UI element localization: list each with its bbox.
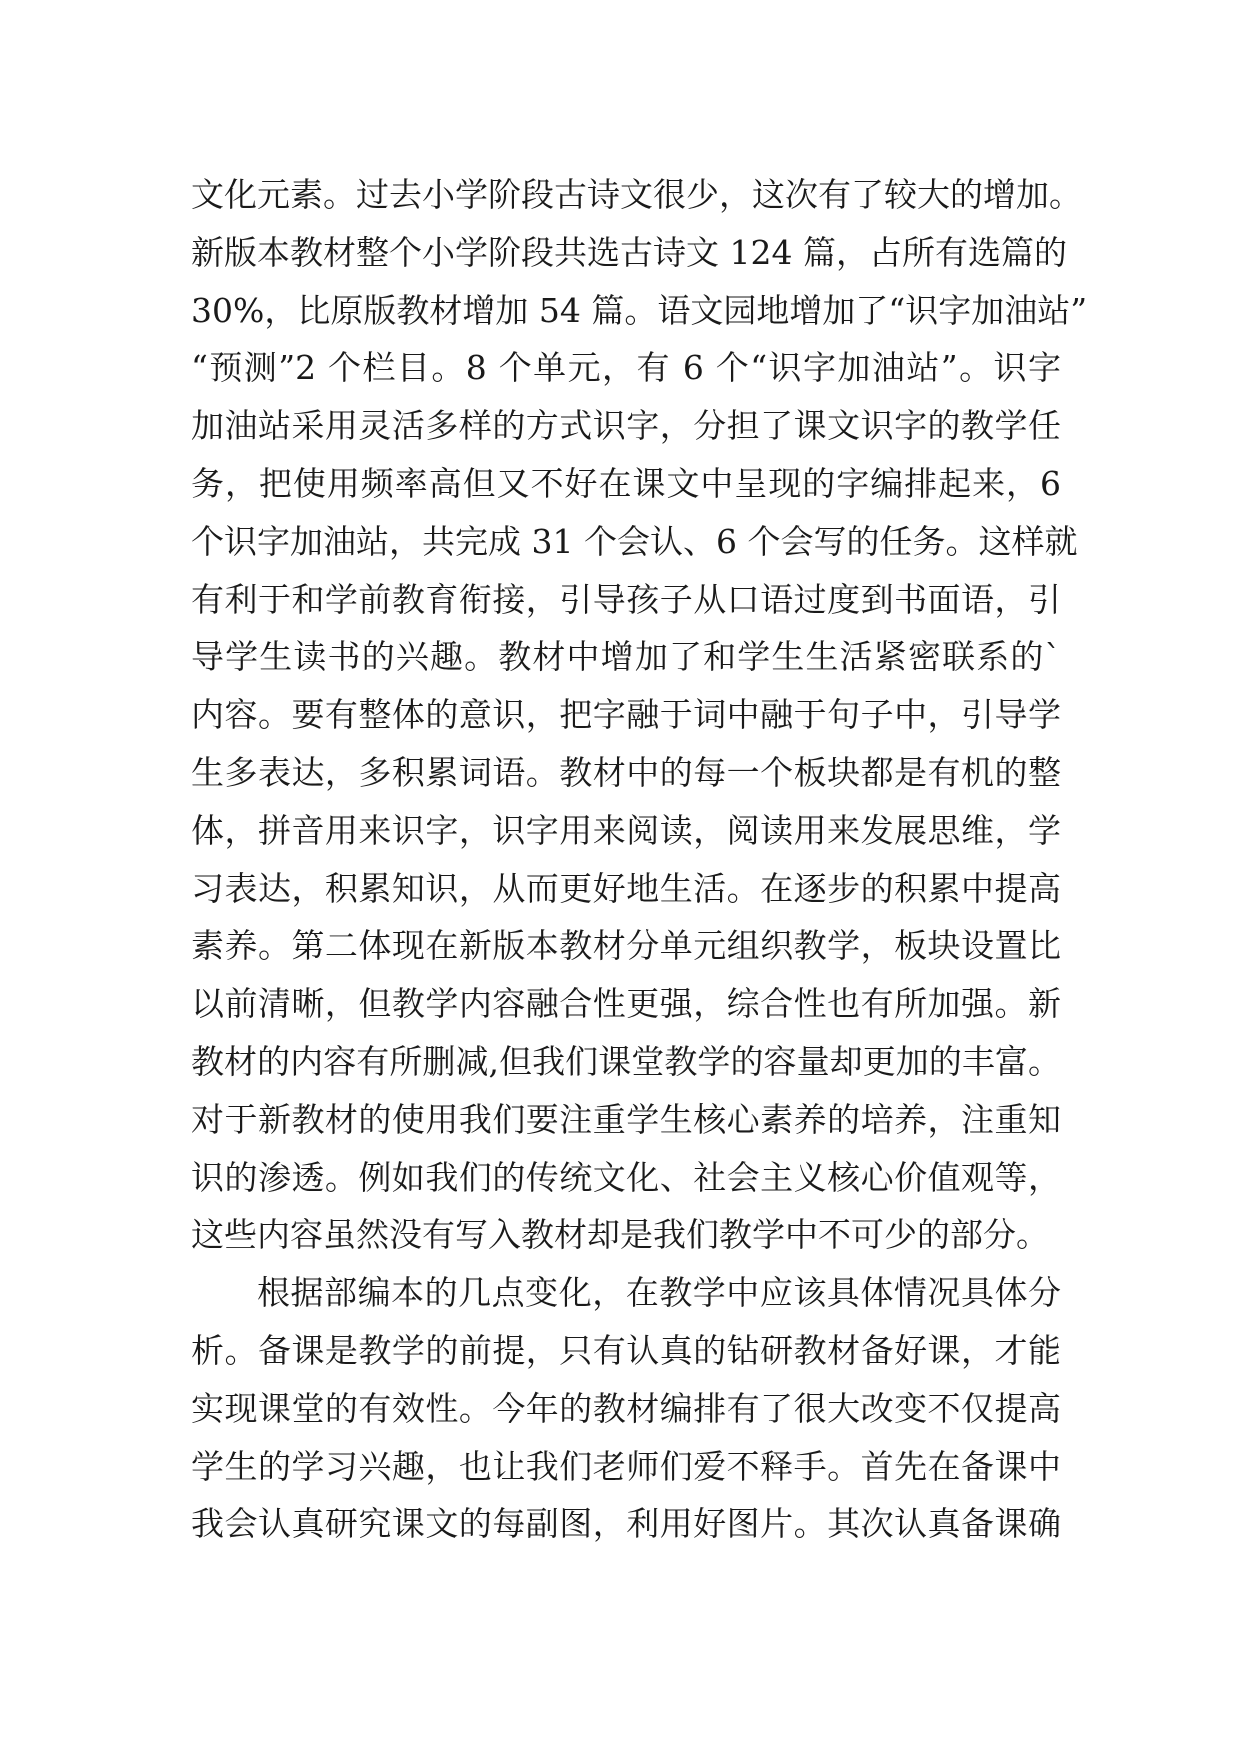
- text-line: 务，把使用频率高但又不好在课文中呈现的字编排起来，6: [191, 463, 1061, 503]
- text-line: 文化元素。过去小学阶段古诗文很少，这次有了较大的增加。: [191, 175, 1082, 214]
- text-line: 新版本教材整个小学阶段共选古诗文 124 篇，占所有选篇的: [191, 232, 1067, 272]
- text-line: 体，拼音用来识字，识字用来阅读，阅读用来发展思维，学: [191, 810, 1061, 850]
- text-line: 实现课堂的有效性。今年的教材编排有了很大改变不仅提高: [191, 1388, 1061, 1428]
- paragraph-start-line: 根据部编本的几点变化，在教学中应该具体情况具体分: [257, 1273, 1061, 1313]
- text-line: 加油站采用灵活多样的方式识字，分担了课文识字的教学任: [191, 406, 1061, 446]
- text-line: 析。备课是教学的前提，只有认真的钻研教材备好课，才能: [191, 1330, 1061, 1370]
- text-line: 以前清晰，但教学内容融合性更强，综合性也有所加强。新: [191, 984, 1061, 1024]
- text-line: 导学生读书的兴趣。教材中增加了和学生生活紧密联系的`: [191, 637, 1061, 677]
- text-line: 对于新教材的使用我们要注重学生核心素养的培养，注重知: [191, 1099, 1061, 1139]
- text-line: 习表达，积累知识，从而更好地生活。在逐步的积累中提高: [191, 868, 1061, 908]
- text-line: 个识字加油站，共完成 31 个会认、6 个会写的任务。这样就: [191, 521, 1078, 561]
- text-line: 有利于和学前教育衔接，引导孩子从口语过度到书面语，引: [191, 579, 1061, 619]
- text-line: 素养。第二体现在新版本教材分单元组织教学，板块设置比: [191, 926, 1061, 966]
- text-line: “预测”2 个栏目。8 个单元，有 6 个“识字加油站”。识字: [191, 348, 1061, 388]
- text-line: 30%，比原版教材增加 54 篇。语文园地增加了“识字加油站”: [191, 290, 1088, 330]
- text-line: 识的渗透。例如我们的传统文化、社会主义核心价值观等，: [191, 1157, 1061, 1197]
- body-text: [191, 166, 1088, 1553]
- text-line: 内容。要有整体的意识，把字融于词中融于句子中，引导学: [191, 695, 1061, 735]
- text-line: 生多表达，多积累词语。教材中的每一个板块都是有机的整: [191, 752, 1061, 792]
- text-line: 我会认真研究课文的每副图，利用好图片。其次认真备课确: [191, 1504, 1061, 1544]
- text-line: 教材的内容有所删减,但我们课堂教学的容量却更加的丰富。: [191, 1041, 1061, 1081]
- paragraph-end-line: 这些内容虽然没有写入教材却是我们教学中不可少的部分。: [191, 1215, 1049, 1255]
- text-line: 学生的学习兴趣，也让我们老师们爱不释手。首先在备课中: [191, 1446, 1061, 1486]
